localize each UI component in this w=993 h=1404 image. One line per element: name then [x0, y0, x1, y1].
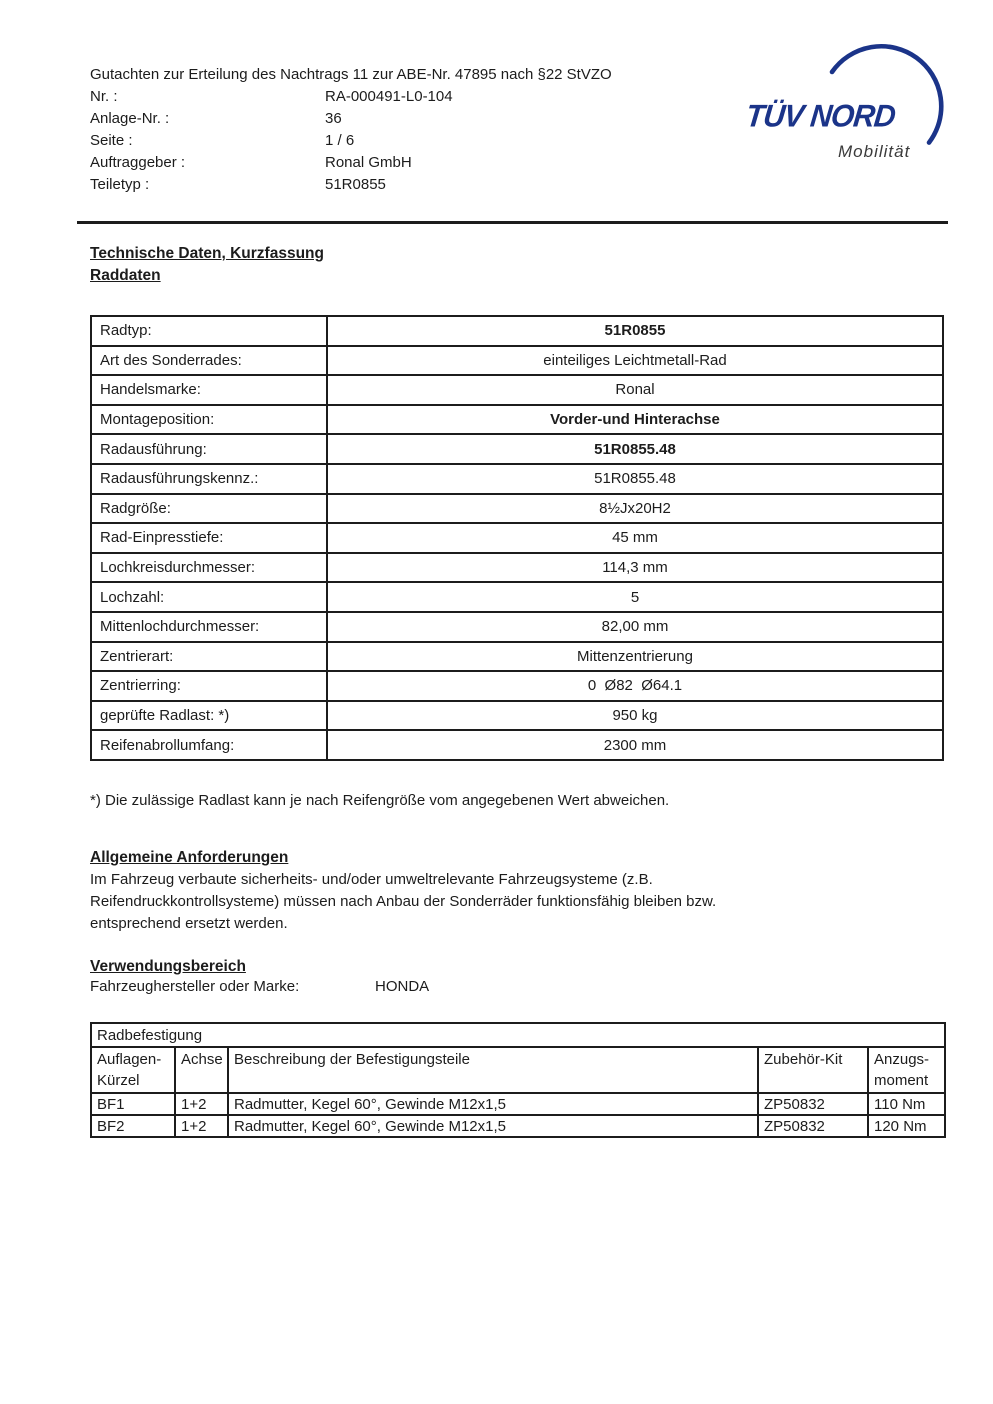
- field-value: Ronal GmbH: [325, 154, 412, 171]
- field-value: 36: [325, 110, 342, 127]
- row-value: 114,3 mm: [327, 553, 943, 583]
- table-row: [91, 464, 943, 494]
- row-label: Lochzahl:: [91, 582, 327, 612]
- row-value: 51R0855: [327, 316, 943, 346]
- table-row: [91, 523, 943, 553]
- cell-beschreibung: Radmutter, Kegel 60°, Gewinde M12x1,5: [228, 1093, 758, 1115]
- table-row: [91, 1115, 945, 1137]
- table-row: [91, 375, 943, 405]
- table-row: [91, 1093, 945, 1115]
- section-body-text: Im Fahrzeug verbaute sicherheits- und/oder umweltrelevante Fahrzeugsysteme (z.B. Reifendruckkontrollsysteme) müssen nach Anbau der Sonderräder funktionsfähig bleiben bzw. entsprechend ersetzt werden.: [90, 871, 717, 932]
- table-row: [91, 671, 943, 701]
- cell-kuerzel: BF1: [91, 1093, 175, 1115]
- cell-achse: 1+2: [175, 1115, 228, 1137]
- header-field-seite: [90, 132, 750, 154]
- table-row: [91, 730, 943, 760]
- table-row: [91, 582, 943, 612]
- col-header-achse: Achse: [175, 1047, 228, 1093]
- table-row: [91, 642, 943, 672]
- table-row: [91, 494, 943, 524]
- tuev-nord-logo: [742, 34, 962, 176]
- logo-subtitle: Mobilität: [838, 142, 911, 161]
- document-header: [90, 66, 750, 198]
- field-label: Fahrzeughersteller oder Marke:: [90, 978, 300, 995]
- row-value: 82,00 mm: [327, 612, 943, 642]
- section-allgemeine-anforderungen: [90, 847, 802, 935]
- field-label: Teiletyp :: [90, 176, 150, 193]
- row-label: Radausführungskennz.:: [91, 464, 327, 494]
- cell-kit: ZP50832: [758, 1093, 868, 1115]
- field-value: 1 / 6: [325, 132, 355, 149]
- table-row: [91, 612, 943, 642]
- cell-moment: 110 Nm: [868, 1093, 945, 1115]
- row-value: 5: [327, 582, 943, 612]
- field-label: Auftraggeber :: [90, 154, 186, 171]
- table-title: Radbefestigung: [91, 1023, 945, 1047]
- row-value: 0 Ø82 Ø64.1: [327, 671, 943, 701]
- row-value: 8½Jx20H2: [327, 494, 943, 524]
- header-field-anlage-nr: [90, 110, 750, 132]
- row-value: 2300 mm: [327, 730, 943, 760]
- col-header-anzugsmoment: Anzugs-moment: [868, 1047, 945, 1093]
- row-value: 950 kg: [327, 701, 943, 731]
- row-value: Vorder-und Hinterachse: [327, 405, 943, 435]
- table-header-row: [91, 1047, 945, 1093]
- field-label: Nr. :: [90, 88, 118, 105]
- section-heading: Technische Daten, Kurzfassung: [90, 245, 324, 262]
- table-row: [91, 346, 943, 376]
- document-title: Gutachten zur Erteilung des Nachtrags 11 zur ABE-Nr. 47895 nach §22 StVZO: [90, 66, 612, 83]
- section-technische-daten: [90, 243, 324, 287]
- row-value: 45 mm: [327, 523, 943, 553]
- header-field-auftraggeber: [90, 154, 750, 176]
- table-row: [91, 553, 943, 583]
- row-label: Radtyp:: [91, 316, 327, 346]
- row-value: Mittenzentrierung: [327, 642, 943, 672]
- row-label: Handelsmarke:: [91, 375, 327, 405]
- table-title-row: [91, 1023, 945, 1047]
- row-value: 51R0855.48: [327, 464, 943, 494]
- field-value: RA-000491-L0-104: [325, 88, 453, 105]
- radbefestigung-table: [90, 1022, 944, 1138]
- row-label: Rad-Einpresstiefe:: [91, 523, 327, 553]
- row-label: Lochkreisdurchmesser:: [91, 553, 327, 583]
- row-label: Mittenlochdurchmesser:: [91, 612, 327, 642]
- header-field-teiletyp: [90, 176, 750, 198]
- section-subheading: Raddaten: [90, 267, 161, 284]
- col-header-zubehoer-kit: Zubehör-Kit: [758, 1047, 868, 1093]
- row-label: Art des Sonderrades:: [91, 346, 327, 376]
- table-row: [91, 316, 943, 346]
- cell-moment: 120 Nm: [868, 1115, 945, 1137]
- row-label: Radausführung:: [91, 434, 327, 464]
- section-heading: Verwendungsbereich: [90, 958, 246, 975]
- row-label: Zentrierring:: [91, 671, 327, 701]
- row-value: einteiliges Leichtmetall-Rad: [327, 346, 943, 376]
- cell-kit: ZP50832: [758, 1115, 868, 1137]
- table-row: [91, 434, 943, 464]
- row-value: Ronal: [327, 375, 943, 405]
- header-field-nr: [90, 88, 750, 110]
- field-value: 51R0855: [325, 176, 386, 193]
- field-value: HONDA: [375, 978, 430, 995]
- row-label: Zentrierart:: [91, 642, 327, 672]
- col-header-auflagen-kuerzel: Auflagen-Kürzel: [91, 1047, 175, 1093]
- row-label: Montageposition:: [91, 405, 327, 435]
- raddaten-table: [90, 315, 944, 761]
- field-label: Seite :: [90, 132, 133, 149]
- table-row: [91, 405, 943, 435]
- logo-wordmark: TÜV NORD: [744, 99, 897, 134]
- cell-kuerzel: BF2: [91, 1115, 175, 1137]
- col-header-beschreibung: Beschreibung der Befestigungsteile: [228, 1047, 758, 1093]
- row-value: 51R0855.48: [327, 434, 943, 464]
- row-label: Reifenabrollumfang:: [91, 730, 327, 760]
- hersteller-marke-line: [90, 978, 790, 1000]
- field-label: Anlage-Nr. :: [90, 110, 170, 127]
- cell-achse: 1+2: [175, 1093, 228, 1115]
- row-label: Radgröße:: [91, 494, 327, 524]
- header-divider-rule: [77, 221, 948, 224]
- cell-beschreibung: Radmutter, Kegel 60°, Gewinde M12x1,5: [228, 1115, 758, 1137]
- section-heading: Allgemeine Anforderungen: [90, 849, 289, 866]
- radlast-footnote: *) Die zulässige Radlast kann je nach Reifengröße vom angegebenen Wert abweichen.: [90, 792, 670, 809]
- row-label: geprüfte Radlast: *): [91, 701, 327, 731]
- table-row: [91, 701, 943, 731]
- section-verwendungsbereich: [90, 956, 790, 1000]
